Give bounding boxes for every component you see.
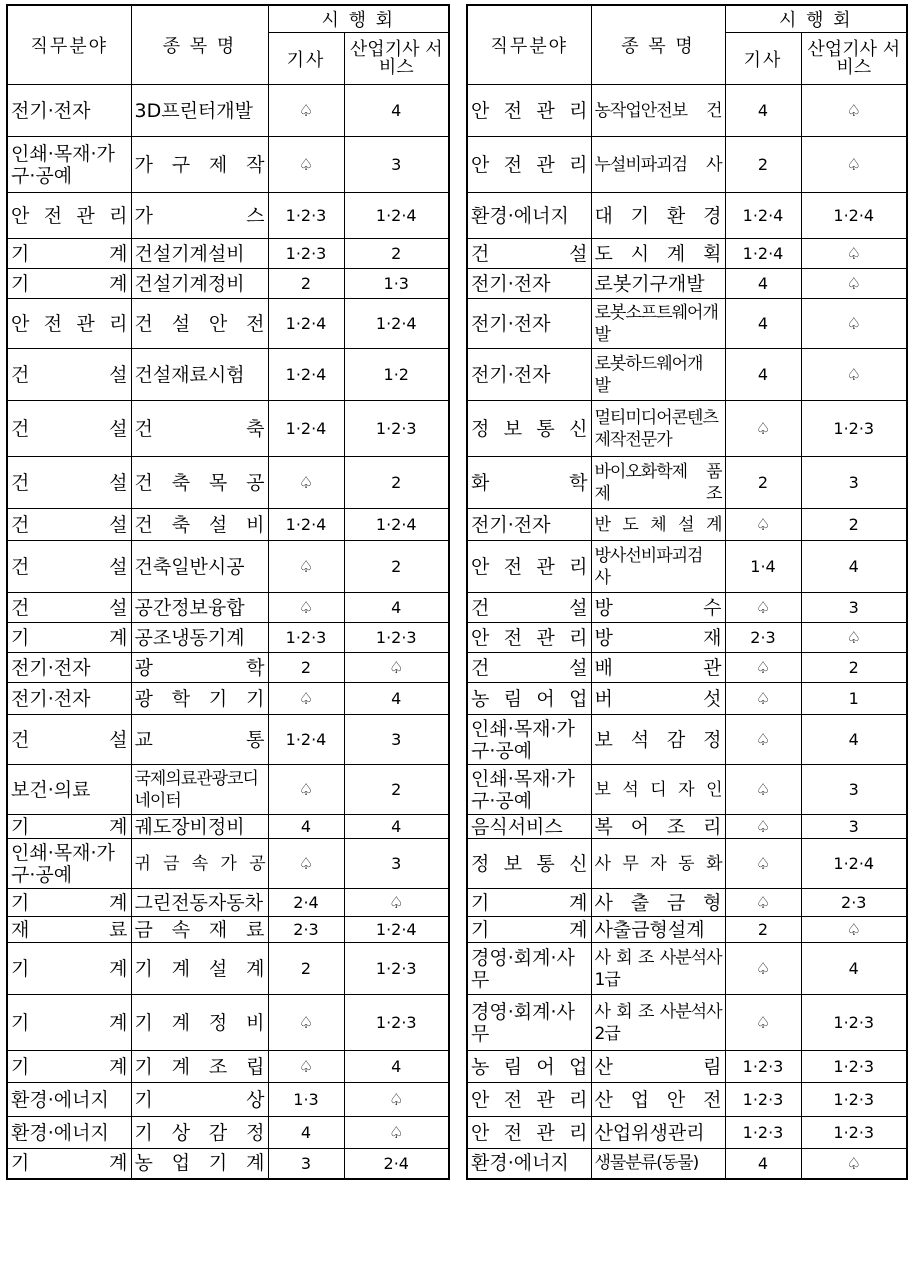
engineer-cell: 4 [725,85,801,137]
industrial-cell: 3 [801,593,907,623]
table-row [467,401,907,457]
table-row [7,683,449,715]
item-cell: 멀티미디어콘텐츠제작전문가 [591,401,725,457]
item-cell: 로봇소프트웨어개 발 [591,299,725,349]
engineer-cell: 1·2·3 [268,193,344,239]
industrial-cell: ♤ [344,889,449,917]
field-cell: 전기·전자 [467,299,591,349]
industrial-cell: 1·2·3 [801,401,907,457]
item-cell: 건설기계설비 [131,239,268,269]
table-row [7,85,449,137]
table-row [467,299,907,349]
field-cell: 전기·전자 [7,653,131,683]
table-row [7,239,449,269]
engineer-cell: 4 [725,349,801,401]
item-cell: 버 섯 [591,683,725,715]
item-cell: 대 기 환 경 [591,193,725,239]
item-cell: 금 속 재 료 [131,917,268,943]
table-row [467,623,907,653]
item-cell: 건설기계정비 [131,269,268,299]
engineer-cell: 1·3 [268,1083,344,1117]
industrial-cell: 2 [344,239,449,269]
table-row [467,1051,907,1083]
item-cell: 3D프린터개발 [131,85,268,137]
field-cell: 기 계 [467,889,591,917]
item-cell: 국제의료관광코디네이터 [131,765,268,815]
industrial-cell: 4 [344,593,449,623]
header-exam-round: 시 행 회 [268,5,449,33]
industrial-cell: ♤ [801,239,907,269]
industrial-cell: 1·2·4 [344,299,449,349]
engineer-cell: 2 [268,653,344,683]
item-cell: 그린전동자동차 [131,889,268,917]
item-cell: 산 림 [591,1051,725,1083]
item-cell: 사 무 자 동 화 [591,839,725,889]
field-cell: 경영·회계·사 무 [467,995,591,1051]
header-field: 직무분야 [7,5,131,85]
engineer-cell: ♤ [725,683,801,715]
item-cell: 건 축 [131,401,268,457]
industrial-cell: 1 [801,683,907,715]
industrial-cell: 2·4 [344,1149,449,1179]
header-item: 종 목 명 [131,5,268,85]
table-row [7,401,449,457]
engineer-cell: 1·2·4 [268,299,344,349]
industrial-cell: 4 [344,85,449,137]
header-industrial: 산업기사 서비스 [344,33,449,85]
header-industrial: 산업기사 서비스 [801,33,907,85]
industrial-cell: 1·2 [344,349,449,401]
table-row [7,1083,449,1117]
left-table [6,4,450,1180]
field-cell: 농 림 어 업 [467,683,591,715]
industrial-cell: 3 [801,457,907,509]
field-cell: 기 계 [7,623,131,653]
field-cell: 전기·전자 [467,349,591,401]
field-cell: 건 설 [7,457,131,509]
item-cell: 사출금형설계 [591,917,725,943]
industrial-cell: 4 [344,1051,449,1083]
engineer-cell: ♤ [268,765,344,815]
field-cell: 기 계 [7,889,131,917]
field-cell: 안 전 관 리 [467,541,591,593]
field-cell: 안 전 관 리 [7,299,131,349]
field-cell: 건 설 [467,593,591,623]
header-engineer: 기사 [725,33,801,85]
engineer-cell: 1·2·4 [268,401,344,457]
industrial-cell: ♤ [801,299,907,349]
field-cell: 건 설 [7,349,131,401]
industrial-cell: 1·2·4 [801,839,907,889]
item-cell: 광 학 기 기 [131,683,268,715]
table-row [7,269,449,299]
field-cell: 안 전 관 리 [467,137,591,193]
field-cell: 건 설 [7,509,131,541]
engineer-cell: 1·2·3 [725,1051,801,1083]
engineer-cell: 2·3 [268,917,344,943]
engineer-cell: 1·2·4 [268,349,344,401]
engineer-cell: ♤ [268,995,344,1051]
field-cell: 건 설 [467,239,591,269]
item-cell: 기 상 [131,1083,268,1117]
engineer-cell: ♤ [268,85,344,137]
table-row [467,593,907,623]
item-cell: 사 회 조 사분석사2급 [591,995,725,1051]
item-cell: 가 구 제 작 [131,137,268,193]
field-cell: 안 전 관 리 [467,623,591,653]
field-cell: 환경·에너지 [467,193,591,239]
field-cell: 기 계 [7,1051,131,1083]
industrial-cell: 2 [801,509,907,541]
industrial-cell: 2·3 [801,889,907,917]
field-cell: 건 설 [7,541,131,593]
item-cell: 보 석 디 자 인 [591,765,725,815]
field-cell: 인쇄·목재·가구·공예 [467,715,591,765]
industrial-cell: 1·2·3 [801,1117,907,1149]
engineer-cell: 1·2·3 [268,623,344,653]
item-cell: 교 통 [131,715,268,765]
industrial-cell: 4 [344,815,449,839]
engineer-cell: ♤ [268,137,344,193]
field-cell: 보건·의료 [7,765,131,815]
item-cell: 가 스 [131,193,268,239]
item-cell: 건 설 안 전 [131,299,268,349]
field-cell: 전기·전자 [7,85,131,137]
industrial-cell: ♤ [344,1117,449,1149]
engineer-cell: 1·4 [725,541,801,593]
industrial-cell: 1·2·3 [344,943,449,995]
engineer-cell: 2·3 [725,623,801,653]
item-cell: 보 석 감 정 [591,715,725,765]
field-cell: 건 설 [467,653,591,683]
table-row [467,943,907,995]
header-exam-round: 시 행 회 [725,5,907,33]
engineer-cell: ♤ [725,715,801,765]
item-cell: 사 출 금 형 [591,889,725,917]
industrial-cell: 3 [344,839,449,889]
industrial-cell: 3 [801,765,907,815]
industrial-cell: 2 [344,457,449,509]
industrial-cell: 1·2·3 [801,995,907,1051]
engineer-cell: ♤ [725,765,801,815]
industrial-cell: ♤ [801,349,907,401]
item-cell: 건축일반시공 [131,541,268,593]
field-cell: 정 보 통 신 [467,401,591,457]
table-row [7,137,449,193]
item-cell: 복 어 조 리 [591,815,725,839]
item-cell: 건 축 설 비 [131,509,268,541]
item-cell: 광 학 [131,653,268,683]
engineer-cell: ♤ [268,1051,344,1083]
item-cell: 궤도장비정비 [131,815,268,839]
table-row [7,299,449,349]
item-cell: 생물분류(동물) [591,1149,725,1179]
engineer-cell: 1·2·4 [268,715,344,765]
field-cell: 환경·에너지 [7,1083,131,1117]
industrial-cell: 4 [344,683,449,715]
table-row [7,653,449,683]
engineer-cell: 2 [268,269,344,299]
item-cell: 산업위생관리 [591,1117,725,1149]
field-cell: 전기·전자 [467,269,591,299]
table-row [7,995,449,1051]
industrial-cell: ♤ [801,269,907,299]
engineer-cell: 2 [725,917,801,943]
table-row [467,269,907,299]
header-item: 종 목 명 [591,5,725,85]
industrial-cell: 1·2·3 [344,623,449,653]
engineer-cell: ♤ [725,839,801,889]
header-engineer: 기사 [268,33,344,85]
industrial-cell: 3 [344,137,449,193]
table-row [7,349,449,401]
table-row [467,1083,907,1117]
field-cell: 기 계 [467,917,591,943]
table-row [467,765,907,815]
table-row [467,457,907,509]
industrial-cell: 2 [801,653,907,683]
table-row [7,457,449,509]
field-cell: 건 설 [7,401,131,457]
field-cell: 농 림 어 업 [467,1051,591,1083]
table-row [7,839,449,889]
table-row [467,995,907,1051]
field-cell: 전기·전자 [467,509,591,541]
industrial-cell: 2 [344,765,449,815]
field-cell: 인쇄·목재·가구·공예 [467,765,591,815]
engineer-cell: 4 [268,1117,344,1149]
table-row [7,815,449,839]
engineer-cell: 4 [268,815,344,839]
engineer-cell: 1·2·3 [725,1083,801,1117]
industrial-cell: 1·2·4 [801,193,907,239]
field-cell: 안 전 관 리 [467,1117,591,1149]
table-row [467,85,907,137]
engineer-cell: ♤ [725,815,801,839]
table-row [467,653,907,683]
table-row [467,193,907,239]
item-cell: 바이오화학제 품 제 조 [591,457,725,509]
item-cell: 기 계 정 비 [131,995,268,1051]
industrial-cell: ♤ [344,1083,449,1117]
item-cell: 공간정보융합 [131,593,268,623]
item-cell: 기 계 조 립 [131,1051,268,1083]
field-cell: 음식서비스 [467,815,591,839]
item-cell: 방사선비파괴검 사 [591,541,725,593]
item-cell: 누설비파괴검 사 [591,137,725,193]
table-row [467,715,907,765]
engineer-cell: ♤ [268,839,344,889]
right-table [466,4,908,1180]
industrial-cell: ♤ [801,85,907,137]
field-cell: 기 계 [7,1149,131,1179]
table-row [7,1051,449,1083]
item-cell: 공조냉동기계 [131,623,268,653]
industrial-cell: ♤ [344,653,449,683]
industrial-cell: 1·2·4 [344,193,449,239]
industrial-cell: 1·3 [344,269,449,299]
item-cell: 건 축 목 공 [131,457,268,509]
engineer-cell: ♤ [725,995,801,1051]
field-cell: 기 계 [7,815,131,839]
field-cell: 환경·에너지 [7,1117,131,1149]
industrial-cell: ♤ [801,917,907,943]
industrial-cell: 1·2·3 [801,1051,907,1083]
table-row [7,917,449,943]
engineer-cell: 2 [268,943,344,995]
field-cell: 기 계 [7,995,131,1051]
field-cell: 안 전 관 리 [467,85,591,137]
industrial-cell: 4 [801,943,907,995]
table-row [467,839,907,889]
industrial-cell: 1·2·3 [344,401,449,457]
item-cell: 귀 금 속 가 공 [131,839,268,889]
field-cell: 경영·회계·사 무 [467,943,591,995]
table-row [467,815,907,839]
table-row [467,1149,907,1179]
item-cell: 도 시 계 획 [591,239,725,269]
engineer-cell: 1·2·3 [725,1117,801,1149]
industrial-cell: 2 [344,541,449,593]
table-row [467,541,907,593]
industrial-cell: ♤ [801,1149,907,1179]
industrial-cell: ♤ [801,137,907,193]
table-row [7,193,449,239]
field-cell: 인쇄·목재·가구·공예 [7,137,131,193]
industrial-cell: 1·2·4 [344,509,449,541]
field-cell: 기 계 [7,943,131,995]
engineer-cell: 4 [725,269,801,299]
item-cell: 농작업안전보 건 [591,85,725,137]
table-row [467,137,907,193]
field-cell: 화 학 [467,457,591,509]
table-row [7,715,449,765]
engineer-cell: ♤ [725,653,801,683]
engineer-cell: 4 [725,1149,801,1179]
field-cell: 인쇄·목재·가구·공예 [7,839,131,889]
item-cell: 산 업 안 전 [591,1083,725,1117]
item-cell: 로봇기구개발 [591,269,725,299]
table-row [467,683,907,715]
engineer-cell: ♤ [268,683,344,715]
table-row [7,889,449,917]
table-row [467,917,907,943]
field-cell: 기 계 [7,269,131,299]
table-row [7,943,449,995]
field-cell: 건 설 [7,715,131,765]
engineer-cell: ♤ [725,401,801,457]
engineer-cell: 1·2·3 [268,239,344,269]
industrial-cell: 4 [801,715,907,765]
item-cell: 농 업 기 계 [131,1149,268,1179]
engineer-cell: 1·2·4 [268,509,344,541]
field-cell: 재 료 [7,917,131,943]
item-cell: 사 회 조 사분석사1급 [591,943,725,995]
item-cell: 배 관 [591,653,725,683]
industrial-cell: 1·2·3 [801,1083,907,1117]
engineer-cell: ♤ [268,457,344,509]
table-row [7,765,449,815]
table-row [467,889,907,917]
industrial-cell: ♤ [801,623,907,653]
table-row [467,349,907,401]
industrial-cell: 1·2·4 [344,917,449,943]
industrial-cell: 4 [801,541,907,593]
field-cell: 전기·전자 [7,683,131,715]
table-row [7,623,449,653]
right-body [467,85,907,1179]
table-row [467,1117,907,1149]
industrial-cell: 3 [801,815,907,839]
field-cell: 안 전 관 리 [467,1083,591,1117]
field-cell: 환경·에너지 [467,1149,591,1179]
engineer-cell: 2·4 [268,889,344,917]
engineer-cell: 3 [268,1149,344,1179]
engineer-cell: 1·2·4 [725,239,801,269]
table-row [7,509,449,541]
engineer-cell: 4 [725,299,801,349]
item-cell: 방 수 [591,593,725,623]
table-row [7,1117,449,1149]
field-cell: 기 계 [7,239,131,269]
engineer-cell: ♤ [268,541,344,593]
engineer-cell: 1·2·4 [725,193,801,239]
engineer-cell: ♤ [268,593,344,623]
table-row [467,239,907,269]
industrial-cell: 1·2·3 [344,995,449,1051]
field-cell: 건 설 [7,593,131,623]
item-cell: 기 계 설 계 [131,943,268,995]
item-cell: 방 재 [591,623,725,653]
table-row [467,509,907,541]
field-cell: 안 전 관 리 [7,193,131,239]
item-cell: 기 상 감 정 [131,1117,268,1149]
left-body [7,85,449,1179]
engineer-cell: ♤ [725,593,801,623]
table-row [7,593,449,623]
engineer-cell: ♤ [725,889,801,917]
table-row [7,1149,449,1179]
engineer-cell: ♤ [725,509,801,541]
item-cell: 로봇하드웨어개 발 [591,349,725,401]
engineer-cell: 2 [725,137,801,193]
header-field: 직무분야 [467,5,591,85]
field-cell: 정 보 통 신 [467,839,591,889]
table-row [7,541,449,593]
item-cell: 건설재료시험 [131,349,268,401]
item-cell: 반 도 체 설 계 [591,509,725,541]
industrial-cell: 3 [344,715,449,765]
engineer-cell: ♤ [725,943,801,995]
engineer-cell: 2 [725,457,801,509]
